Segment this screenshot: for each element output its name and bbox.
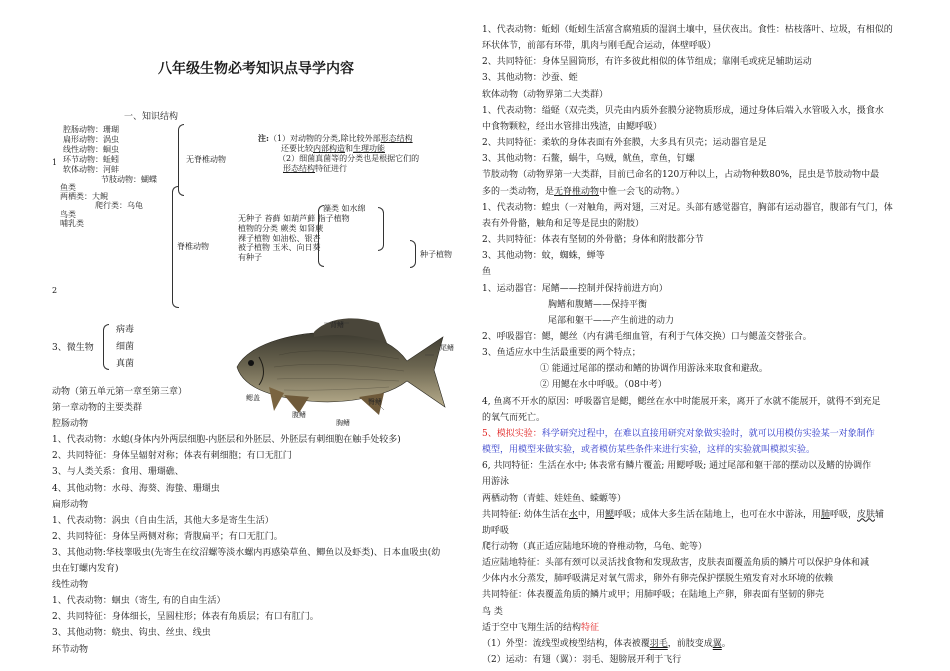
left-line-13: 1、代表动物：蛔虫（寄生, 有的自由生活） [52, 596, 226, 607]
right-line-4: 3、其他动物：沙蚕、蛭 [482, 73, 578, 84]
micro-item-1: 细菌 [116, 342, 135, 352]
right-line-8: 2、共同特征：柔软的身体表面有外套膜，大多具有贝壳；运动器官是足 [482, 138, 767, 149]
left-line-12: 线性动物 [52, 580, 89, 591]
fish-label-pelvic: 腹鳍 [292, 411, 306, 419]
tree-vert-3: 鸟类 [60, 210, 76, 219]
right-line-36: 共同特征：体表覆盖角质的鳞片或甲；用肺呼吸；在陆地上产卵，卵表面有坚韧的卵壳 [482, 590, 825, 601]
tree-num-1: 1 [52, 158, 58, 167]
micro-label: 3、微生物 [52, 343, 94, 353]
right-line-17: 1、运动器官：尾鳍——控制并保持前进方向） [482, 283, 668, 294]
right-line-38: 适于空中飞翔生活的结构特征 [482, 622, 600, 633]
plant-row-5: 有种子 [238, 253, 262, 262]
note-line-1: 注:（1）对动物的分类,除比较外部形态结构 [258, 133, 413, 143]
left-line-4: 2、共同特征：身体呈辐射对称；体表有刺细胞；有口无肛门 [52, 451, 292, 462]
invert-label: 无脊椎动物 [186, 155, 226, 164]
note-line-2: 还要比较内部构造和生理功能 [281, 144, 385, 153]
left-line-6: 4、其他动物：水母、海葵、海蛰、珊瑚虫 [52, 483, 220, 494]
right-line-3: 2、共同特征：身体呈圆筒形，有许多彼此相似的体节组成；靠刚毛或疣足辅助运动 [482, 57, 812, 68]
left-line-0: 动物（第五单元第一章至第三章） [52, 387, 188, 397]
tree-vert-4: 哺乳类 [60, 219, 84, 228]
tree-vert-1: 两栖类：大鲵 [60, 192, 108, 201]
tree-vert-0: 鱼类 [60, 183, 76, 192]
right-line-28: 6, 共同特征：生活在水中; 体表常有鳞片覆盖; 用鳃呼吸; 通过尾部和躯干部的摆动以及鳍的协调作 [482, 461, 872, 472]
right-line-30: 两栖动物（青蛙、娃娃鱼、蝾螈等） [482, 493, 627, 504]
right-line-27: 模型，用模型来做实验，或者模仿某些条件来进行实验，这样的实验就叫模拟实验。 [482, 445, 816, 456]
right-line-19: 尾部和躯干——产生前进的动力 [548, 315, 675, 326]
right-line-40: （2）运动：有翅（翼）：羽毛、翅膀展开利于飞行 [482, 655, 682, 666]
fish-label-tail: 尾鳍 [440, 344, 454, 352]
right-line-20: 2、呼吸器官：鳃，鳃丝（内有满毛细血管，有利于气体交换）口与鳃盖交替张合。 [482, 331, 812, 342]
right-line-32: 助呼吸 [482, 525, 510, 536]
micro-item-2: 真菌 [116, 359, 135, 369]
left-line-11: 虫在钉螺内发育) [52, 564, 119, 575]
right-line-22: ① 能通过尾部的摆动和鳍的协调作用游泳来取食和避敌。 [540, 364, 768, 375]
right-line-14: 2、共同特征：体表有坚韧的外骨骼；身体和附肢都分节 [482, 235, 704, 246]
plant-row-3: 裸子植物 如油松、银杏 [238, 234, 321, 243]
right-line-21: 3、鱼适应水中生活最重要的两个特点； [482, 348, 641, 359]
micro-item-0: 病毒 [116, 325, 135, 335]
left-line-1: 第一章动物的主要类群 [52, 403, 143, 414]
left-line-16: 环节动物 [52, 644, 89, 655]
tree-invert-3: 环节动物：蚯蚓 [63, 155, 119, 164]
left-line-10: 3、其他动物:华枝睾吸虫(先寄生在纹沼螺等淡水螺内再感染草鱼、鲫鱼以及虾类)、日本血吸虫(幼 [52, 547, 441, 558]
right-line-31: 共同特征: 幼体生活在水中，用鳃呼吸；成体大多生活在陆地上，也可在水中游泳，用肺呼吸，皮肤辅 [482, 509, 885, 520]
right-line-13: 表有外骨骼，触角和足等是昆虫的附肢） [482, 218, 645, 229]
plant-row-0: 藻类 如水绵 [323, 204, 366, 213]
plant-row-6: 种子植物 [420, 250, 452, 259]
right-line-34: 适应陆地特征：头部有颈可以灵活找食物和发现敌害，皮肤表面覆盖角质的鳞片可以保护身体和减 [482, 558, 870, 569]
right-line-2: 环状体节，前部有环带，肌肉与刚毛配合运动，体壁呼吸） [482, 41, 717, 52]
left-line-14: 2、共同特征：身体细长，呈圆柱形；体表有角质层；有口有肛门。 [52, 612, 319, 623]
fish-label-anal: 臀鳍 [368, 398, 382, 406]
left-line-3: 1、代表动物：水螅(身体内外两层细胞-内胚层和外胚层、外胚层有刺细胞在触手处较多) [52, 435, 401, 446]
left-line-7: 扁形动物 [52, 499, 89, 510]
right-line-10: 节肢动物（动物界第一大类群，目前已命名的120万种以上，占动物种数80%，昆虫是节肢动物中最 [482, 170, 880, 181]
tree-invert-1: 扁形动物：涡虫 [63, 135, 119, 144]
right-line-16: 鱼 [482, 267, 492, 278]
tree-invert-0: 腔肠动物：珊瑚 [63, 125, 119, 134]
right-line-37: 鸟 类 [482, 606, 503, 617]
right-line-39: （1）外型：流线型或梭型结构，体表被覆羽毛，前肢变成翼。 [482, 638, 731, 649]
micro-brace [103, 324, 109, 370]
note-line-4: 形态结构特征进行 [283, 164, 347, 173]
right-line-15: 3、其他动物：蚊，蜘蛛，蝉等 [482, 251, 605, 262]
right-line-6: 1、代表动物：缢蛏（双壳类，贝壳由内质外套膜分泌物质形成，通过身体后端入水管吸入水，摄食水 [482, 105, 884, 116]
left-line-2: 腔肠动物 [52, 419, 89, 430]
section-title: 一、知识结构 [124, 112, 179, 122]
left-line-9: 2、共同特征：身体呈两侧对称；背腹扁平；有口无肛门。 [52, 531, 283, 542]
vert-label: 脊椎动物 [177, 242, 209, 251]
note-line-3: （2）细菌真菌等的分类也是根据它们的 [278, 154, 420, 163]
right-line-24: 4, 鱼离不开水的原因：呼吸器官是鳃，鳃丝在水中时能展开来，离开了水就不能展开，就得不到充足 [482, 396, 881, 407]
right-line-5: 软体动物（动物界第二大类群） [482, 89, 609, 100]
right-line-26: 5、模拟实验：科学研究过程中，在难以直接用研究对象做实验时，就可以用模仿实验某一对象制作 [482, 428, 875, 439]
left-text-block [52, 384, 440, 658]
plant-brace-1 [318, 205, 324, 267]
plant-row-2: 植物的分类 蕨类 如肾蕨 [238, 224, 324, 233]
right-line-12: 1、代表动物：蝗虫（一对触角，两对翅，三对足。头部有感觉器官，胸部有运动器官，腹部有气门，体 [482, 202, 893, 213]
tree-arthropod: 节肢动物：蝴蝶 [101, 175, 157, 184]
right-line-29: 用游泳 [482, 477, 510, 488]
left-line-15: 3、其他动物：蛲虫、钩虫、丝虫、线虫 [52, 628, 211, 639]
tree-invert-4: 软体动物：河蚌 [63, 165, 119, 174]
plant-brace-3 [410, 240, 416, 268]
left-line-5: 3、与人类关系：食用、珊瑚礁、 [52, 467, 184, 478]
right-line-7: 中食物颗粒，经出水管排出残渣，由鳃呼吸） [482, 121, 663, 132]
right-text-block [482, 22, 893, 668]
right-line-11: 多的一类动物，是无脊椎动物中惟一会飞的动物。） [482, 186, 685, 197]
fish-label-dorsal: 背鳍 [330, 321, 344, 329]
right-line-35: 少体内水分蒸发，肺呼吸满足对氧气需求，卵外有卵壳保护摆脱生殖发育对水环境的依赖 [482, 574, 834, 585]
right-line-18: 胸鳍和腹鳍——保持平衡 [548, 299, 648, 310]
fish-label-gill-cover: 鳃盖 [246, 394, 260, 402]
right-line-1: 1、代表动物：蚯蚓（蚯蚓生活富含腐殖质的湿润土壤中，昼伏夜出。食性：枯枝落叶、垃圾，有相似的 [482, 25, 893, 35]
page-title: 八年级生物必考知识点导学内容 [158, 61, 354, 77]
fish-label-pectoral: 胸鳍 [336, 419, 350, 427]
plant-brace-2 [378, 207, 384, 251]
tree-invert-2: 线性动物：蛔虫 [63, 145, 119, 154]
plant-row-4: 被子植物 玉米、向日葵 [238, 243, 321, 252]
tree-vert-2: 爬行类：乌龟 [95, 201, 143, 210]
tree-num-2: 2 [52, 286, 58, 295]
right-line-25: 的氧气而死亡。 [482, 412, 546, 423]
left-line-8: 1、代表动物：涡虫（自由生活，其他大多是寄生生活） [52, 515, 274, 526]
right-line-9: 3、其他动物：石鳖，蜗牛，乌贼，鱿鱼，章鱼，钉螺 [482, 154, 695, 165]
plant-row-1: 无种子 苔藓 如葫芦藓 指子植物 [238, 214, 350, 223]
right-line-33: 爬行动物（真正适应陆地环境的脊椎动物，乌龟、蛇等） [482, 542, 708, 552]
right-line-23: ② 用鳃在水中呼吸。（08中考） [540, 380, 667, 391]
